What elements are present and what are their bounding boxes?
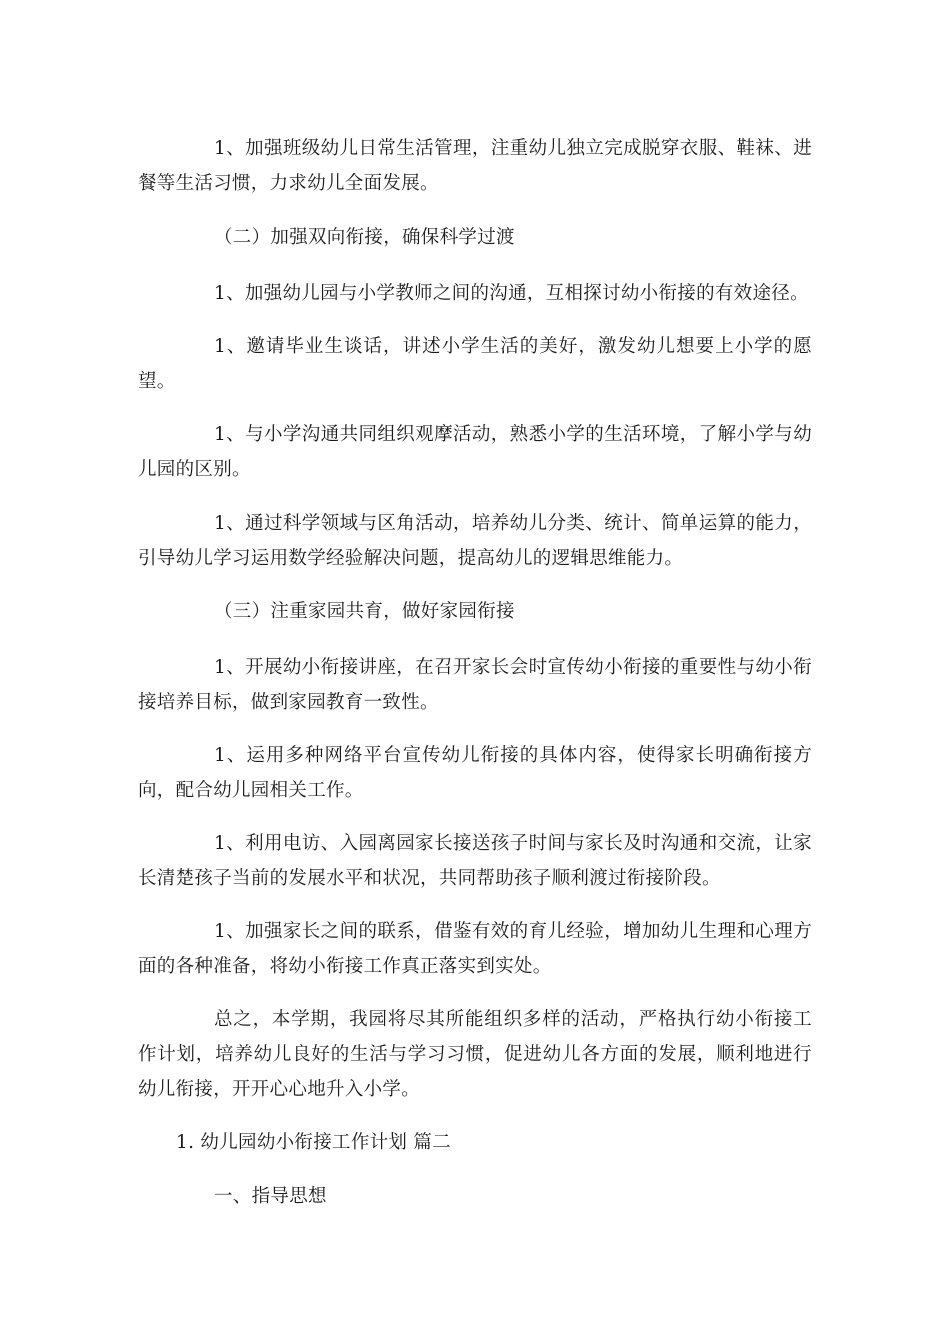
paragraph-network-platform: 1、运用多种网络平台宣传幼儿衔接的具体内容，使得家长明确衔接方向，配合幼儿园相关工作。 bbox=[138, 745, 812, 801]
paragraph-observation-activity: 1、与小学沟通共同组织观摩活动，熟悉小学的生活环境，了解小学与幼儿园的区别。 bbox=[138, 424, 812, 480]
paragraph-science-activity: 1、通过科学领域与区角活动，培养幼儿分类、统计、简单运算的能力，引导幼儿学习运用数学经验解决问题，提高幼儿的逻辑思维能力。 bbox=[138, 513, 812, 569]
subsection-title: 一、指导思想 bbox=[214, 1186, 327, 1207]
paragraph-summary: 总之，本学期，我园将尽其所能组织多样的活动，严格执行幼小衔接工作计划，培养幼儿良好的生活与学习习惯，促进幼儿各方面的发展，顺利地进行幼儿衔接，开开心心地升入小学。 bbox=[138, 1009, 812, 1100]
paragraph-parent-connection: 1、加强家长之间的联系，借鉴有效的育儿经验，增加幼儿生理和心理方面的各种准备，将幼小衔接工作真正落实到实处。 bbox=[138, 921, 812, 977]
heading-home-school: （三）注重家园共育，做好家园衔接 bbox=[214, 601, 515, 622]
paragraph-graduate-talk: 1、邀请毕业生谈话，讲述小学生活的美好，激发幼儿想要上小学的愿望。 bbox=[138, 336, 812, 392]
paragraph-teacher-communication: 1、加强幼儿园与小学教师之间的沟通，互相探讨幼小衔接的有效途径。 bbox=[214, 283, 809, 304]
paragraph-parent-communication: 1、利用电访、入园离园家长接送孩子时间与家长及时沟通和交流，让家长清楚孩子当前的发展水平和状况，共同帮助孩子顺利渡过衔接阶段。 bbox=[138, 833, 812, 889]
heading-bidirectional-link: （二）加强双向衔接，确保科学过渡 bbox=[214, 227, 515, 248]
paragraph-daily-life: 1、加强班级幼儿日常生活管理，注重幼儿独立完成脱穿衣服、鞋袜、进餐等生活习惯，力求幼儿全面发展。 bbox=[138, 138, 812, 194]
paragraph-parent-lecture: 1、开展幼小衔接讲座，在召开家长会时宣传幼小衔接的重要性与幼小衔接培养目标，做到家园教育一致性。 bbox=[138, 657, 812, 713]
section-title: 1. 幼儿园幼小衔接工作计划 篇二 bbox=[176, 1132, 452, 1153]
